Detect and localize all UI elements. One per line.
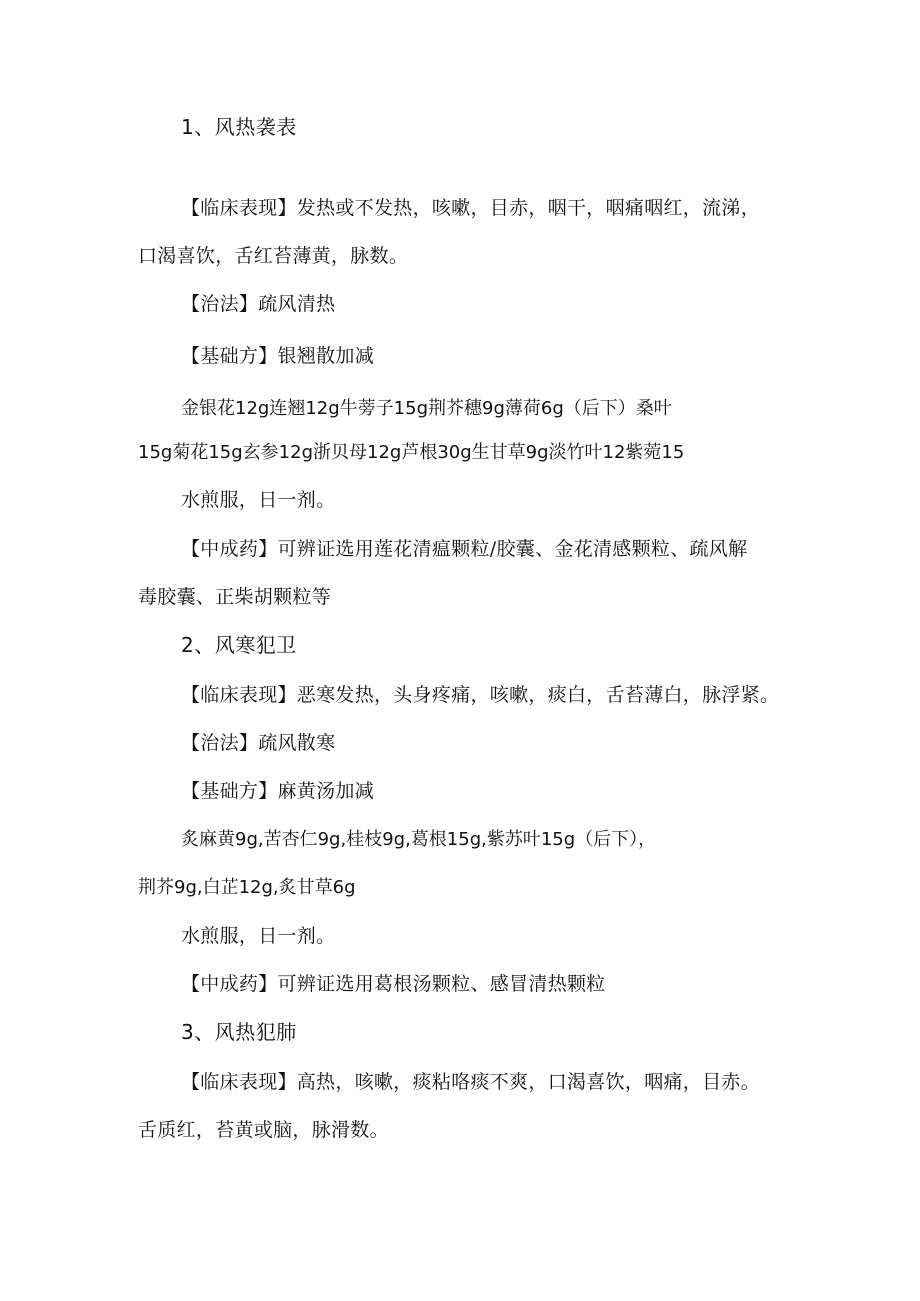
section-2-usage: 水煎服，日一剂。 (181, 925, 336, 947)
section-1-clinical-line-1: 【临床表现】发热或不发热，咳嗽，目赤，咽干，咽痛咽红，流涕， (181, 197, 761, 219)
section-3-title: 3、风热犯肺 (181, 1020, 297, 1044)
section-2-title: 2、风寒犯卫 (181, 633, 297, 657)
section-1-treatment: 【治法】疏风清热 (181, 293, 336, 315)
section-1-formula: 【基础方】银翘散加减 (181, 345, 375, 367)
section-1-usage: 水煎服，日一剂。 (181, 489, 336, 511)
section-1-herbs-line-2: 15g菊花15g玄参12g浙贝母12g芦根30g生甘草9g淡竹叶12紫菀15 (138, 442, 685, 463)
section-2-herbs-line-1: 炙麻黄9g,苦杏仁9g,桂枝9g,葛根15g,紫苏叶15g（后下）， (181, 829, 657, 850)
section-2-clinical-line-1: 【临床表现】恶寒发热，头身疼痛，咳嗽，痰白，舌苔薄白，脉浮紧。 (181, 684, 780, 706)
section-1-herbs-line-1: 金银花12g连翘12g牛蒡子15g荆芥穗9g薄荷6g（后下）桑叶 (181, 398, 672, 419)
section-2-herbs-line-2: 荆芥9g,白芷12g,炙甘草6g (138, 877, 356, 898)
section-2-treatment: 【治法】疏风散寒 (181, 732, 336, 754)
section-1-clinical-line-2: 口渴喜饮，舌红苔薄黄，脉数。 (138, 245, 409, 267)
section-1-patent-line-1: 【中成药】可辨证选用莲花清瘟颗粒/胶囊、金花清感颗粒、疏风解 (181, 538, 748, 560)
section-3-clinical-line-1: 【临床表现】高热，咳嗽，痰粘咯痰不爽，口渴喜饮，咽痛，目赤。 (181, 1071, 761, 1093)
section-3-clinical-line-2: 舌质红，苔黄或脑，脉滑数。 (138, 1119, 389, 1141)
section-2-patent-line-1: 【中成药】可辨证选用葛根汤颗粒、感冒清热颗粒 (181, 973, 606, 995)
section-2-formula: 【基础方】麻黄汤加减 (181, 780, 375, 802)
section-1-patent-line-2: 毒胶囊、正柴胡颗粒等 (138, 586, 332, 608)
section-1-title: 1、风热袭表 (181, 115, 297, 139)
